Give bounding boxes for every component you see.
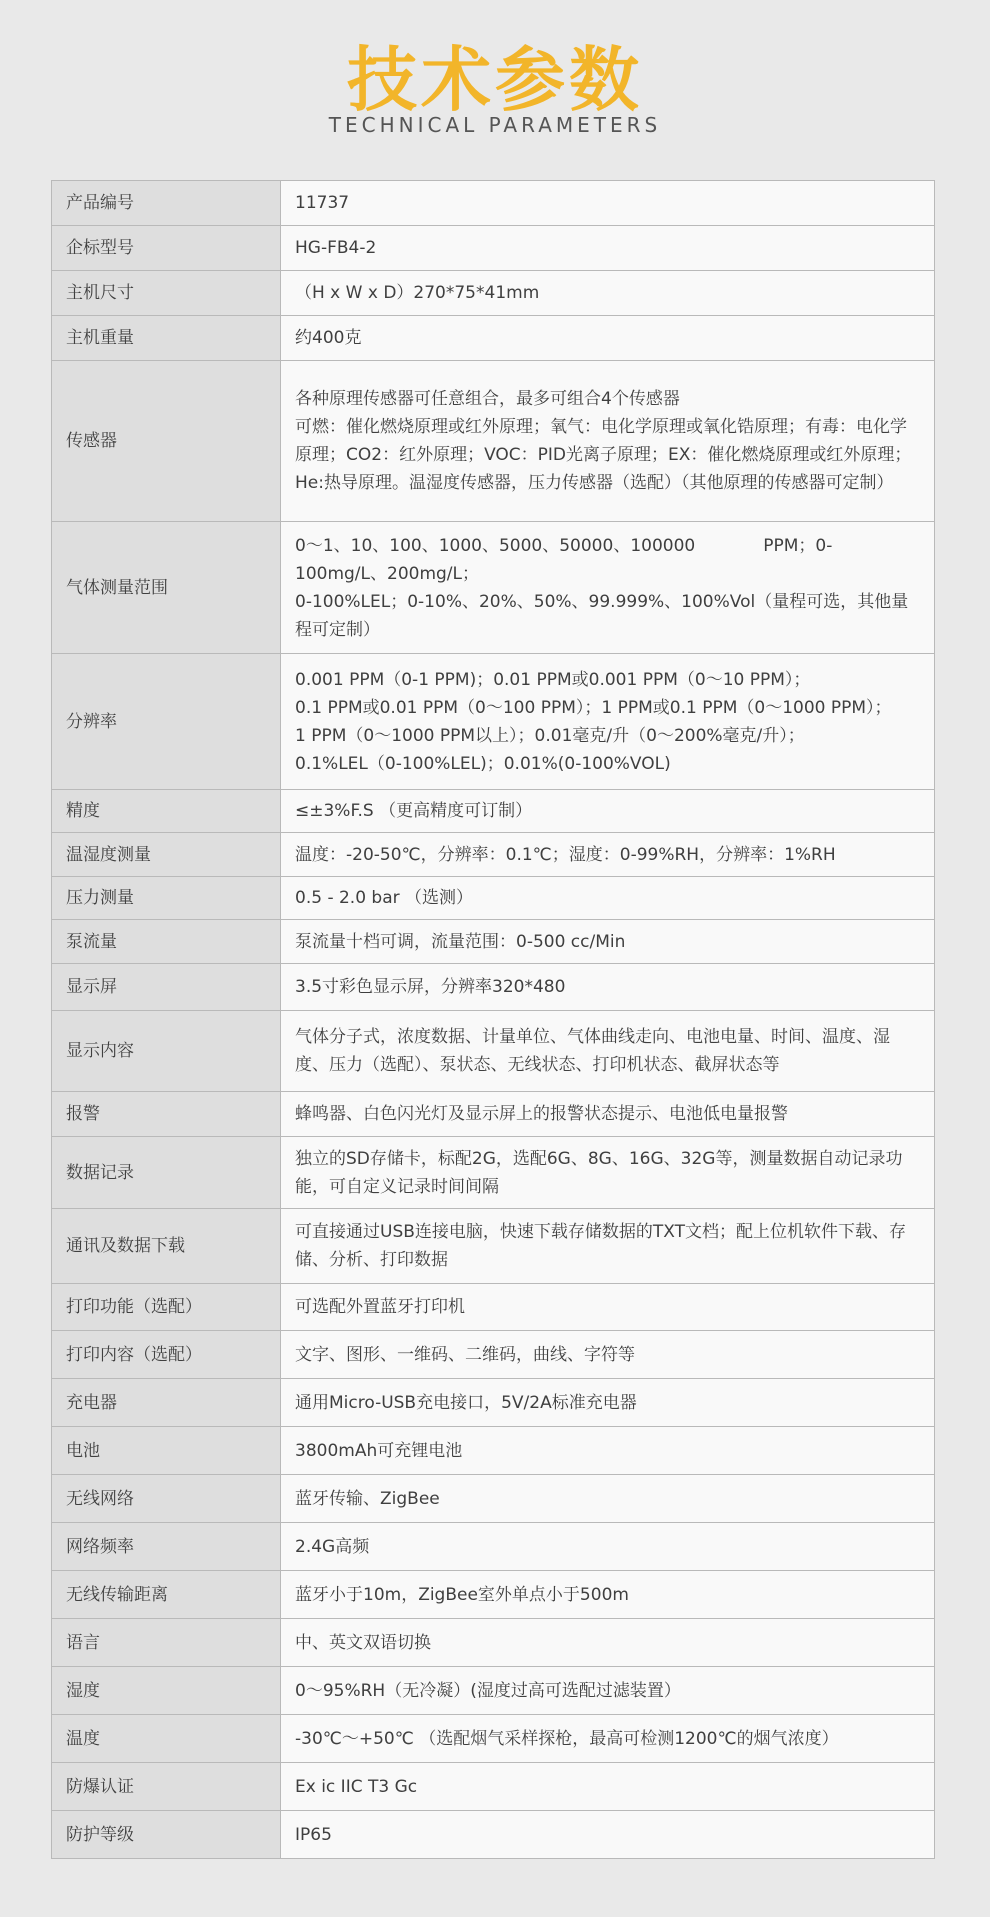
spec-value: ≤±3%F.S （更高精度可订制）: [281, 790, 935, 833]
spec-value: 各种原理传感器可任意组合，最多可组合4个传感器 可燃：催化燃烧原理或红外原理；氧气：电化学原理或氧化锆原理；有毒：电化学原理；CO2：红外原理；VOC：PID光离子原理；EX：催化燃烧原理或红外原理；He:热导原理。温湿度传感器，压力传感器（选配）（其他原理的传感器可定制）: [281, 361, 935, 522]
spec-value: 独立的SD存储卡，标配2G，选配6G、8G、16G、32G等，测量数据自动记录功能，可自定义记录时间间隔: [281, 1137, 935, 1209]
spec-key: 主机重量: [52, 316, 281, 361]
table-row: [52, 1763, 935, 1811]
spec-value: 约400克: [281, 316, 935, 361]
spec-key: 压力测量: [52, 877, 281, 920]
spec-value: 可选配外置蓝牙打印机: [281, 1284, 935, 1331]
spec-value: 0.001 PPM（0-1 PPM)；0.01 PPM或0.001 PPM（0～10 PPM）； 0.1 PPM或0.01 PPM（0～100 PPM）；1 PPM或0.1 PPM（0～1000 PPM）； 1 PPM（0～1000 PPM以上）；0.01毫克/升（0～200%毫克/升）； 0.1%LEL（0-100%LEL)；0.01%(0-100%VOL): [281, 654, 935, 790]
table-row: [52, 1379, 935, 1427]
spec-key: 打印功能（选配）: [52, 1284, 281, 1331]
table-row: [52, 1715, 935, 1763]
table-row: [52, 833, 935, 877]
table-row: [52, 1137, 935, 1209]
spec-value: HG-FB4-2: [281, 226, 935, 271]
table-row: [52, 522, 935, 654]
table-row: [52, 1331, 935, 1379]
spec-value: 蓝牙传输、ZigBee: [281, 1475, 935, 1523]
page-subtitle: TECHNICAL PARAMETERS: [328, 113, 662, 137]
spec-key: 泵流量: [52, 920, 281, 964]
spec-key: 语言: [52, 1619, 281, 1667]
table-row: [52, 920, 935, 964]
spec-key: 企标型号: [52, 226, 281, 271]
table-row: [52, 1667, 935, 1715]
table-row: [52, 1092, 935, 1137]
spec-value: （H x W x D）270*75*41mm: [281, 271, 935, 316]
table-row: [52, 1619, 935, 1667]
spec-key: 湿度: [52, 1667, 281, 1715]
table-row: [52, 877, 935, 920]
table-row: [52, 361, 935, 522]
spec-key: 数据记录: [52, 1137, 281, 1209]
spec-value: 0.5 - 2.0 bar （选测）: [281, 877, 935, 920]
spec-value: 泵流量十档可调，流量范围：0-500 cc/Min: [281, 920, 935, 964]
spec-key: 防护等级: [52, 1811, 281, 1859]
spec-key: 精度: [52, 790, 281, 833]
spec-key: 产品编号: [52, 181, 281, 226]
table-row: [52, 964, 935, 1011]
table-row: [52, 1427, 935, 1475]
table-row: [52, 1284, 935, 1331]
spec-key: 充电器: [52, 1379, 281, 1427]
table-row: [52, 316, 935, 361]
table-row: [52, 790, 935, 833]
spec-key: 传感器: [52, 361, 281, 522]
spec-key: 电池: [52, 1427, 281, 1475]
spec-value: 11737: [281, 181, 935, 226]
spec-value: 蜂鸣器、白色闪光灯及显示屏上的报警状态提示、电池低电量报警: [281, 1092, 935, 1137]
spec-value: 文字、图形、一维码、二维码，曲线、字符等: [281, 1331, 935, 1379]
spec-key: 网络频率: [52, 1523, 281, 1571]
table-row: [52, 271, 935, 316]
page-title: 技术参数: [347, 39, 643, 121]
spec-value: 0～95%RH（无冷凝）(湿度过高可选配过滤装置）: [281, 1667, 935, 1715]
spec-key: 气体测量范围: [52, 522, 281, 654]
spec-key: 报警: [52, 1092, 281, 1137]
table-row: [52, 181, 935, 226]
spec-value: IP65: [281, 1811, 935, 1859]
table-row: [52, 1475, 935, 1523]
spec-key: 显示内容: [52, 1011, 281, 1092]
spec-key: 分辨率: [52, 654, 281, 790]
spec-key: 无线网络: [52, 1475, 281, 1523]
table-row: [52, 1571, 935, 1619]
spec-value: 0～1、10、100、1000、5000、50000、100000 PPM；0-100mg/L、200mg/L； 0-100%LEL；0-10%、20%、50%、99.999%、100%Vol（量程可选，其他量程可定制）: [281, 522, 935, 654]
spec-value: 2.4G高频: [281, 1523, 935, 1571]
table-row: [52, 654, 935, 790]
spec-key: 温度: [52, 1715, 281, 1763]
spec-value: 通用Micro-USB充电接口，5V/2A标准充电器: [281, 1379, 935, 1427]
spec-key: 无线传输距离: [52, 1571, 281, 1619]
spec-value: Ex ic IIC T3 Gc: [281, 1763, 935, 1811]
table-row: [52, 226, 935, 271]
table-row: [52, 1011, 935, 1092]
spec-value: 3800mAh可充锂电池: [281, 1427, 935, 1475]
spec-value: 温度：-20-50℃，分辨率：0.1℃；湿度：0-99%RH，分辨率：1%RH: [281, 833, 935, 877]
spec-value: 可直接通过USB连接电脑，快速下载存储数据的TXT文档；配上位机软件下载、存储、分析、打印数据: [281, 1209, 935, 1284]
spec-value: 中、英文双语切换: [281, 1619, 935, 1667]
spec-key: 显示屏: [52, 964, 281, 1011]
table-row: [52, 1209, 935, 1284]
spec-value: 气体分子式，浓度数据、计量单位、气体曲线走向、电池电量、时间、温度、湿度、压力（选配）、泵状态、无线状态、打印机状态、截屏状态等: [281, 1011, 935, 1092]
spec-key: 防爆认证: [52, 1763, 281, 1811]
table-row: [52, 1523, 935, 1571]
spec-key: 通讯及数据下载: [52, 1209, 281, 1284]
spec-key: 温湿度测量: [52, 833, 281, 877]
spec-table: [51, 180, 935, 1859]
spec-key: 主机尺寸: [52, 271, 281, 316]
spec-value: 蓝牙小于10m，ZigBee室外单点小于500m: [281, 1571, 935, 1619]
spec-value: 3.5寸彩色显示屏，分辨率320*480: [281, 964, 935, 1011]
table-row: [52, 1811, 935, 1859]
spec-value: -30℃～+50℃ （选配烟气采样探枪，最高可检测1200℃的烟气浓度）: [281, 1715, 935, 1763]
spec-key: 打印内容（选配）: [52, 1331, 281, 1379]
